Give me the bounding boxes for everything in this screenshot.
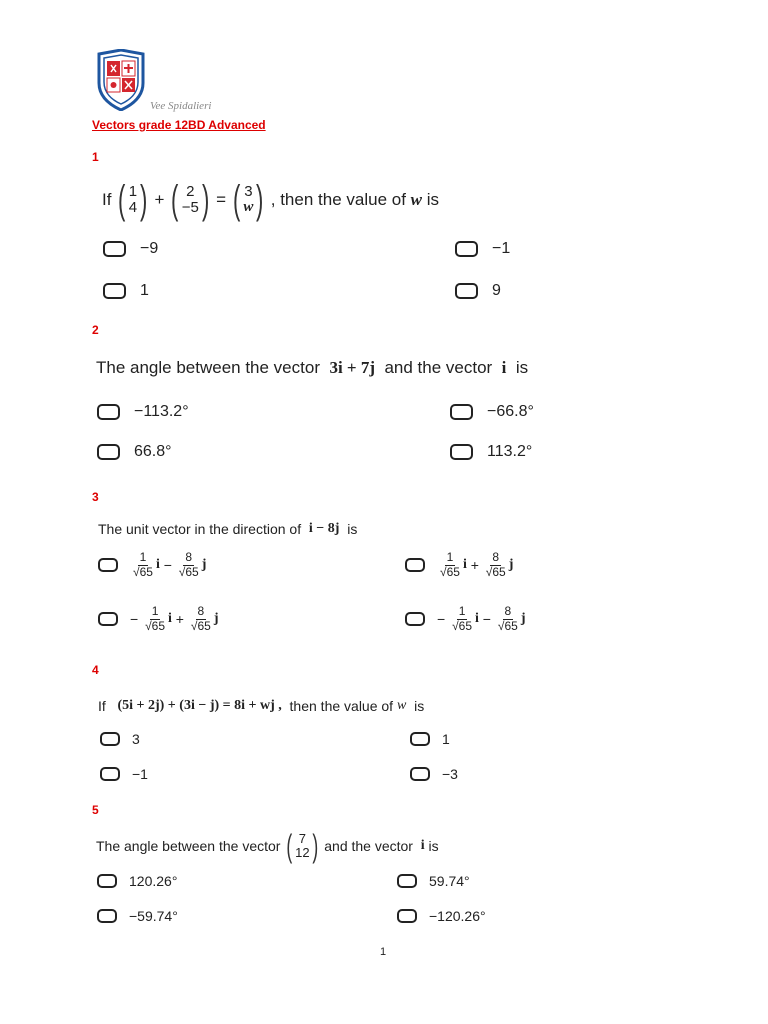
q1-matrix-3: ( 3 w ) [233,178,264,222]
q1-option-a[interactable] [103,240,158,258]
checkbox[interactable] [97,874,117,888]
option-label: −120.26° [429,908,486,924]
checkbox[interactable] [103,283,126,299]
q1-plus: + [154,190,165,209]
checkbox[interactable] [98,612,118,626]
option-label: 1 [442,731,450,747]
q5-matrix: ( 7 12 ) [286,828,318,864]
operator: + [175,611,184,628]
q1-m1-bottom: 4 [128,199,138,216]
checkbox[interactable] [97,444,120,460]
checkbox[interactable] [97,404,120,420]
question-number-5: 5 [92,803,99,817]
q1-matrix-1: ( 1 4 ) [118,178,148,222]
fraction: $\frac{1}{√65}$ [145,604,166,633]
q3-vector: i − 8j [308,521,340,536]
checkbox[interactable] [397,909,417,923]
operator: − [163,557,172,574]
q1-var: w [410,190,422,209]
q1-matrix-2: ( 2 −5 ) [171,178,210,222]
checkbox[interactable] [450,404,473,420]
q1-m3-bottom: w [243,199,254,215]
checkbox[interactable] [410,767,430,781]
q5-m-top: 7 [298,831,306,847]
q1-m1-top: 1 [128,183,138,201]
option-label: 3 [132,731,140,747]
operator: + [470,557,479,574]
q1-m3-top: 3 [244,183,253,201]
checkbox[interactable] [455,241,478,257]
fraction: $\frac{1}{√65}$ [452,604,473,633]
q3-option-a[interactable] [98,551,206,580]
fraction: $\frac{8}{√65}$ [485,550,506,579]
option-label: 120.26° [129,873,178,889]
question-number-3: 3 [92,490,99,504]
q3-pre: The unit vector in the direction of [98,521,302,537]
q1-option-b[interactable] [455,240,510,258]
q5-is: is [428,838,439,854]
checkbox[interactable] [100,767,120,781]
fraction: $\frac{8}{√65}$ [190,604,211,633]
q4-if: If [98,698,106,714]
q1-option-c[interactable] [103,282,149,300]
q4-tail: then the value of [289,698,394,714]
question-1-text [102,180,439,220]
unit-i: i [168,611,172,627]
checkbox[interactable] [405,612,425,626]
unit-j: j [520,611,526,627]
operator: − [437,611,446,628]
question-2-text [96,358,528,378]
question-5-text [96,830,439,862]
q3-option-c[interactable] [98,605,218,634]
option-label: −59.74° [129,908,178,924]
q5-option-c[interactable] [97,908,178,924]
q2-option-c[interactable] [97,443,172,461]
q5-vector-i: i [420,838,425,853]
option-label: −9 [140,240,159,257]
q2-pre: The angle between the vector [96,358,320,377]
q4-option-b[interactable] [410,731,450,747]
checkbox[interactable] [405,558,425,572]
fraction: $\frac{1}{√65}$ [133,550,153,579]
unit-i: i [475,611,479,627]
q3-is: is [347,521,358,537]
document-title: Vectors grade 12BD Advanced [92,118,266,132]
q2-option-a[interactable] [97,403,189,421]
q5-option-a[interactable] [97,873,177,889]
q1-if: If [102,190,112,209]
q1-equals: = [216,190,227,209]
page-number: 1 [380,946,387,958]
unit-j: j [201,557,207,573]
q3-option-d[interactable] [405,605,525,634]
q2-option-b[interactable] [450,403,534,421]
checkbox[interactable] [397,874,417,888]
checkbox[interactable] [455,283,478,299]
q5-m-bottom: 12 [295,845,310,860]
option-label: 59.74° [429,873,470,889]
signature-text: Vee Spidalieri [150,100,212,112]
q5-option-b[interactable] [397,873,470,889]
option-label: 66.8° [134,443,172,460]
checkbox[interactable] [410,732,430,746]
unit-j: j [213,611,219,627]
option-label: −1 [492,240,511,257]
fraction: $\frac{1}{√65}$ [440,550,460,579]
q2-vector: 3i + 7j [329,358,376,377]
unit-i: i [155,557,160,573]
q2-mid: and the vector [384,358,493,377]
question-number-1: 1 [92,150,99,164]
option-label: 113.2° [487,443,533,460]
option-label: 9 [492,282,501,299]
q5-pre: The angle between the vector [96,838,281,854]
operator: − [130,611,139,628]
option-label: −113.2° [134,403,189,420]
q2-vector-i: i [501,358,507,377]
unit-i: i [462,557,467,573]
q4-is: is [414,698,425,714]
unit-j: j [508,557,514,573]
q4-option-c[interactable] [100,766,148,782]
q5-mid: and the vector [324,838,413,854]
q2-option-d[interactable] [450,443,532,461]
question-number-2: 2 [92,323,99,337]
fraction: $\frac{8}{√65}$ [178,550,199,579]
q1-tail: , then the value of [270,190,406,209]
option-label: −1 [132,766,148,782]
question-number-4: 4 [92,663,99,677]
option-label: −3 [442,766,458,782]
fraction: $\frac{8}{√65}$ [497,604,518,633]
q1-option-d[interactable] [455,282,501,300]
q1-is: is [426,190,440,209]
operator: − [482,611,491,628]
school-crest-logo [96,49,146,111]
option-label: 1 [140,282,149,299]
q1-m2-bottom: −5 [181,199,199,216]
q3-option-b[interactable] [405,551,513,580]
checkbox[interactable] [450,444,473,460]
question-3-text [98,521,357,537]
q4-expression: (5i + 2j) + (3i − j) = 8i + wj , [117,698,282,713]
q4-var: w [396,698,407,713]
checkbox[interactable] [98,558,118,572]
q5-option-d[interactable] [397,908,486,924]
checkbox[interactable] [97,909,117,923]
checkbox[interactable] [103,241,126,257]
option-label: −66.8° [487,403,534,420]
q2-is: is [515,358,529,377]
checkbox[interactable] [100,732,120,746]
q4-option-a[interactable] [100,731,140,747]
q1-m2-top: 2 [186,183,195,201]
q4-option-d[interactable] [410,766,458,782]
question-4-text [98,698,424,714]
